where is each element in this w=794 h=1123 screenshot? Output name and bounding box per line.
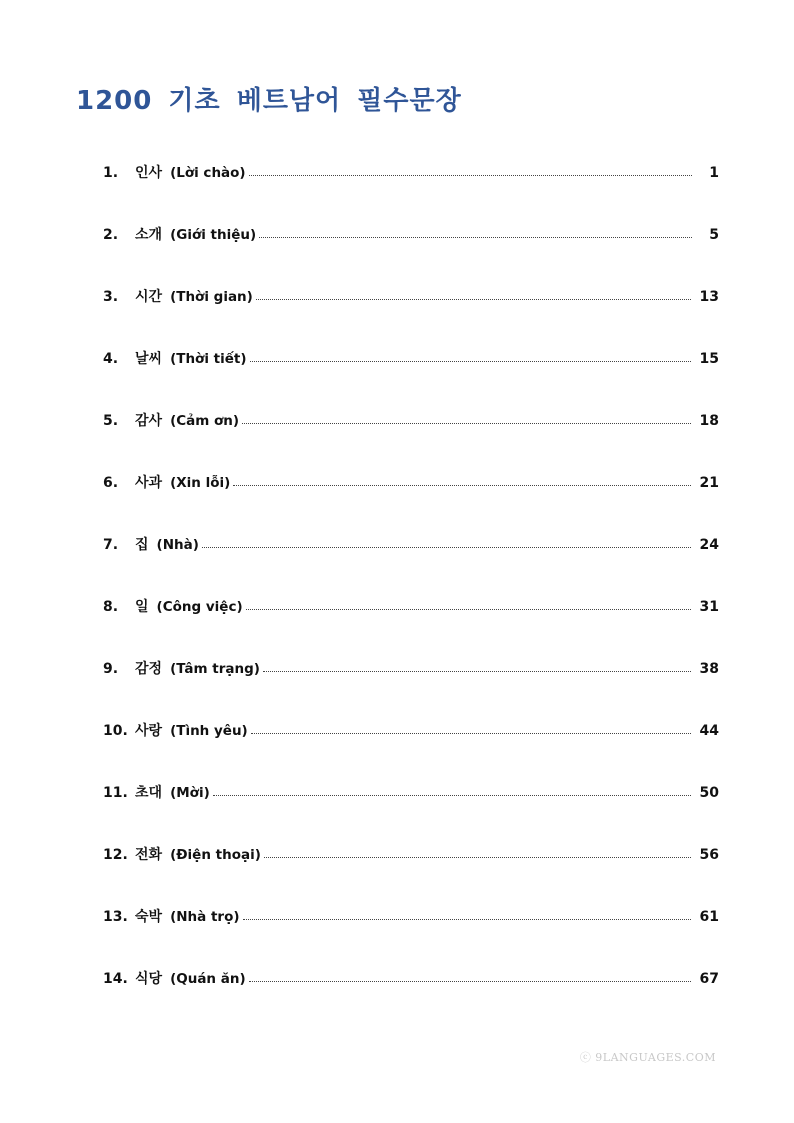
toc-entry-number: 14. [103, 971, 128, 987]
toc-entry-korean-title: 사랑 [135, 723, 163, 739]
toc-entry[interactable] [103, 782, 719, 844]
dot-leader [243, 919, 691, 920]
toc-entry-number: 3. [103, 289, 119, 305]
toc-entry-korean-title: 숙박 [135, 909, 163, 925]
page-title: 1200 기초 베트남어 필수문장 [76, 86, 462, 116]
dot-leader [249, 981, 691, 982]
toc-entry-page-number: 5 [709, 227, 719, 243]
dot-leader [213, 795, 691, 796]
dot-leader [251, 733, 691, 734]
toc-entry-vietnamese-title: (Quán ăn) [170, 971, 246, 987]
toc-entry-page-number: 50 [699, 785, 719, 801]
toc-entry[interactable] [103, 844, 719, 906]
dot-leader [202, 547, 691, 548]
toc-entry-page-number: 24 [699, 537, 719, 553]
toc-entry-number: 13. [103, 909, 128, 925]
toc-entry-number: 12. [103, 847, 128, 863]
toc-entry-korean-title: 감사 [135, 413, 163, 429]
toc-entry[interactable] [103, 348, 719, 410]
copyright-notice: ⓒ 9LANGUAGES.COM [579, 1051, 716, 1064]
toc-entry[interactable] [103, 224, 719, 286]
toc-entry-number: 9. [103, 661, 119, 677]
toc-entry-vietnamese-title: (Cảm ơn) [170, 413, 240, 429]
toc-entry-page-number: 67 [699, 971, 719, 987]
toc-entry-korean-title: 집 [135, 537, 149, 553]
toc-entry-korean-title: 사과 [135, 475, 163, 491]
toc-entry-vietnamese-title: (Tâm trạng) [170, 661, 260, 677]
toc-entry-page-number: 38 [699, 661, 719, 677]
toc-entry[interactable] [103, 720, 719, 782]
dot-leader [249, 175, 692, 176]
toc-entry-number: 2. [103, 227, 119, 243]
toc-entry-page-number: 18 [699, 413, 719, 429]
toc-entry-page-number: 44 [699, 723, 719, 739]
toc-entry-number: 4. [103, 351, 119, 367]
toc-entry-korean-title: 식당 [135, 971, 163, 987]
toc-entry-vietnamese-title: (Lời chào) [170, 165, 246, 181]
toc-entry-korean-title: 초대 [135, 785, 163, 801]
toc-entry-vietnamese-title: (Thời gian) [170, 289, 253, 305]
toc-entry-number: 11. [103, 785, 128, 801]
dot-leader [233, 485, 690, 486]
toc-entry-vietnamese-title: (Nhà) [156, 537, 199, 553]
toc-entry[interactable] [103, 410, 719, 472]
toc-entry-number: 10. [103, 723, 128, 739]
table-of-contents [103, 162, 719, 1030]
toc-entry-korean-title: 전화 [135, 847, 163, 863]
toc-entry-korean-title: 인사 [135, 165, 163, 181]
toc-entry-number: 7. [103, 537, 119, 553]
toc-entry-vietnamese-title: (Tình yêu) [170, 723, 248, 739]
toc-entry-number: 1. [103, 165, 119, 181]
toc-entry[interactable] [103, 658, 719, 720]
toc-entry-number: 6. [103, 475, 119, 491]
toc-entry-page-number: 31 [699, 599, 719, 615]
dot-leader [259, 237, 692, 238]
dot-leader [246, 609, 691, 610]
toc-entry[interactable] [103, 968, 719, 1030]
toc-entry-number: 8. [103, 599, 119, 615]
toc-entry-korean-title: 소개 [135, 227, 163, 243]
toc-entry-page-number: 13 [699, 289, 719, 305]
toc-entry-vietnamese-title: (Nhà trọ) [170, 909, 240, 925]
toc-entry-vietnamese-title: (Điện thoại) [170, 847, 261, 863]
dot-leader [264, 857, 691, 858]
toc-entry-korean-title: 날씨 [135, 351, 163, 367]
dot-leader [263, 671, 691, 672]
dot-leader [250, 361, 691, 362]
toc-entry-page-number: 56 [699, 847, 719, 863]
toc-entry[interactable] [103, 286, 719, 348]
toc-entry-korean-title: 일 [135, 599, 149, 615]
toc-entry-vietnamese-title: (Mời) [170, 785, 210, 801]
toc-entry[interactable] [103, 472, 719, 534]
toc-entry-korean-title: 감정 [135, 661, 163, 677]
dot-leader [256, 299, 691, 300]
toc-entry-page-number: 1 [709, 165, 719, 181]
toc-entry-vietnamese-title: (Thời tiết) [170, 351, 247, 367]
toc-entry-number: 5. [103, 413, 119, 429]
toc-entry-korean-title: 시간 [135, 289, 163, 305]
toc-entry-page-number: 15 [699, 351, 719, 367]
toc-entry-page-number: 21 [699, 475, 719, 491]
toc-entry[interactable] [103, 596, 719, 658]
dot-leader [242, 423, 690, 424]
toc-entry-vietnamese-title: (Xin lỗi) [170, 475, 231, 491]
toc-entry-page-number: 61 [699, 909, 719, 925]
toc-entry[interactable] [103, 534, 719, 596]
toc-entry[interactable] [103, 906, 719, 968]
toc-entry-vietnamese-title: (Công việc) [156, 599, 243, 615]
toc-entry-vietnamese-title: (Giới thiệu) [170, 227, 257, 243]
toc-entry[interactable] [103, 162, 719, 224]
